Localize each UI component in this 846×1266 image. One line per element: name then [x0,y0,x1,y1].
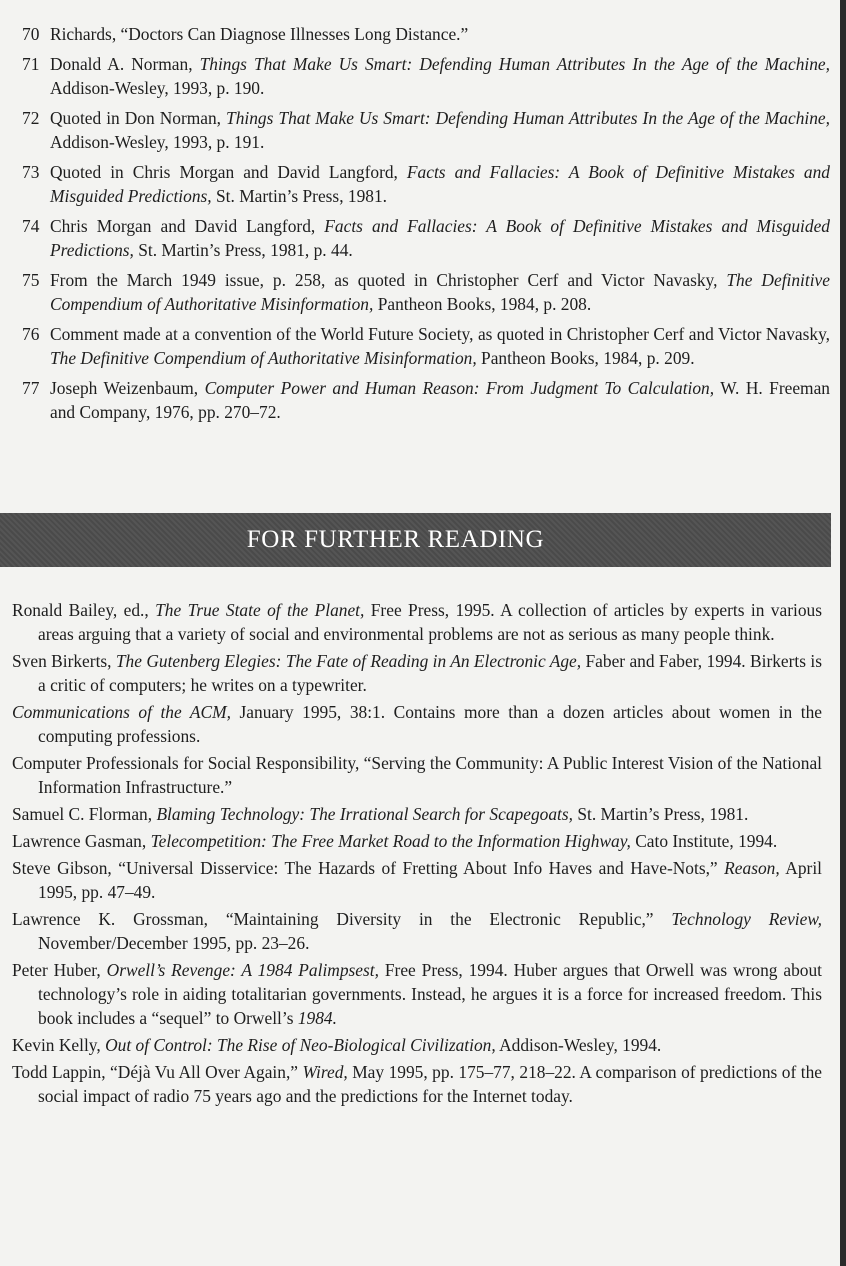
text-run: Faber and Faber, 1994. Birkerts is a critic of computers; he writes on a typewriter. [38,651,822,695]
italic-title: Facts and Fallacies: A Book of Definitive Mistakes and Misguided Predictions, [50,162,830,206]
italic-title: The Definitive Compendium of Authoritative Misinformation, [50,348,477,368]
text-run: Pantheon Books, 1984, p. 209. [476,348,695,368]
endnote-number: 77 [22,378,40,398]
text-run: Samuel C. Florman, [12,804,157,824]
text-run: Sven Birkerts, [12,651,116,671]
text-run: Peter Huber, [12,960,107,980]
text-run: Ronald Bailey, ed., [12,600,156,620]
section-banner [0,513,831,567]
italic-title: Wired, [302,1062,348,1082]
text-run: Addison-Wesley, 1994. [495,1035,662,1055]
reading-entry [0,856,846,904]
text-run: W. H. Freeman and Company, 1976, pp. 270–72. [50,378,830,422]
endnote-75 [0,268,846,316]
text-run: St. Martin’s Press, 1981. [572,804,749,824]
italic-title: Technology Review, [671,909,822,929]
italic-title: The Definitive Compendium of Authoritative Misinformation, [50,270,830,314]
text-run: May 1995, pp. 175–77, 218–22. A comparison of predictions of the social impact of radio 75 years ago and the predictions for the Internet today. [38,1062,823,1106]
text-run: Addison-Wesley, 1993, p. 190. [50,78,265,98]
endnote-number: 75 [22,270,40,290]
text-run: Steve Gibson, “Universal Disservice: The Hazards of Fretting About Info Haves and Have-Nots,” [12,858,725,878]
reading-entry [0,751,846,799]
text-run: Richards, “Doctors Can Diagnose Illnesses Long Distance.” [50,24,469,44]
reading-entry [0,1033,846,1057]
italic-title: Orwell’s Revenge: A 1984 Palimpsest, [106,960,379,980]
italic-title: Blaming Technology: The Irrational Search for Scapegoats, [156,804,573,824]
italic-title: The True State of the Planet, [155,600,365,620]
reading-entry [0,598,846,646]
italic-title: Computer Power and Human Reason: From Judgment To Calculation, [204,378,715,398]
text-run: St. Martin’s Press, 1981. [211,186,388,206]
italic-title: Out of Control: The Rise of Neo-Biological Civilization, [105,1035,496,1055]
further-reading-list [0,598,846,1111]
endnote-number: 76 [22,324,40,344]
text-run: From the March 1949 issue, p. 258, as quoted in Christopher Cerf and Victor Navasky, [50,270,727,290]
endnote-number: 74 [22,216,40,236]
endnote-72 [0,106,846,154]
endnote-number: 72 [22,108,40,128]
reading-entry [0,829,846,853]
reading-entry [0,802,846,826]
endnote-76 [0,322,846,370]
reading-entry [0,958,846,1030]
text-run: Lawrence Gasman, [12,831,151,851]
italic-title: Communications of the ACM, [12,702,231,722]
reading-entry [0,649,846,697]
text-run: Lawrence K. Grossman, “Maintaining Diversity in the Electronic Republic,” [12,909,672,929]
reading-entry [0,1060,846,1108]
endnote-number: 71 [22,54,40,74]
italic-title: Facts and Fallacies: A Book of Definitive Mistakes and Misguided Predictions, [50,216,830,260]
text-run: Free Press, 1995. A collection of articles by experts in various areas arguing that a variety of social and environmental problems are not as serious as many people think. [38,600,823,644]
text-run: Cato Institute, 1994. [630,831,778,851]
reading-entry [0,700,846,748]
text-run: Todd Lappin, “Déjà Vu All Over Again,” [12,1062,303,1082]
text-run: Quoted in Don Norman, [50,108,227,128]
text-run: April 1995, pp. 47–49. [38,858,822,902]
endnote-73 [0,160,846,208]
text-run: November/December 1995, pp. 23–26. [38,933,310,953]
endnote-70 [0,22,846,46]
endnote-77 [0,376,846,424]
text-run: Free Press, 1994. Huber argues that Orwell was wrong about technology’s role in aiding totalitarian governments. Instead, he argues it is a force for increased freedom. This book includes a “sequel” to Orwell’s [38,960,823,1028]
text-run: Kevin Kelly, [12,1035,106,1055]
endnote-number: 70 [22,24,40,44]
italic-title: The Gutenberg Elegies: The Fate of Reading in An Electronic Age, [115,651,582,671]
italic-title: Things That Make Us Smart: Defending Human Attributes In the Age of the Machine, [226,108,830,128]
text-run: Addison-Wesley, 1993, p. 191. [50,132,265,152]
reading-entry [0,907,846,955]
text-run: Comment made at a convention of the World Future Society, as quoted in Christopher Cerf and Victor Navasky, [50,324,830,344]
text-run: St. Martin’s Press, 1981, p. 44. [133,240,353,260]
text-run: Joseph Weizenbaum, [50,378,205,398]
text-run: Chris Morgan and David Langford, [50,216,325,236]
endnotes-list [0,22,846,430]
endnote-71 [0,52,846,100]
text-run: January 1995, 38:1. Contains more than a dozen articles about women in the computing professions. [38,702,822,746]
italic-title: Reason, [724,858,780,878]
text-run: Computer Professionals for Social Responsibility, “Serving the Community: A Public Interest Vision of the National Information Infrastructure.” [12,753,822,797]
endnote-number: 73 [22,162,40,182]
endnote-74 [0,214,846,262]
italic-title: 1984. [297,1008,337,1028]
italic-title: Telecompetition: The Free Market Road to the Information Highway, [150,831,631,851]
text-run: Donald A. Norman, [50,54,200,74]
text-run: Pantheon Books, 1984, p. 208. [373,294,592,314]
text-run: Quoted in Chris Morgan and David Langford, [50,162,407,182]
page-edge [840,0,846,1266]
italic-title: Things That Make Us Smart: Defending Human Attributes In the Age of the Machine, [199,54,830,74]
section-heading: FOR FURTHER READING [246,526,545,553]
